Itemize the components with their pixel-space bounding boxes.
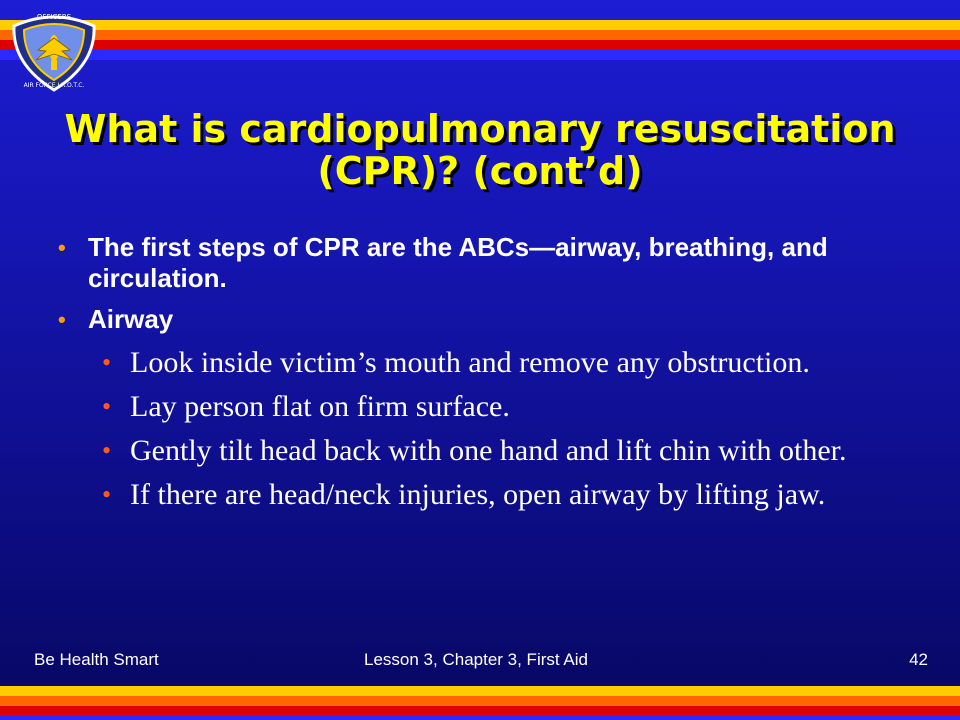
stripe-red: [0, 706, 960, 716]
sub-bullet-icon: •: [102, 436, 112, 465]
stripe-yellow: [0, 686, 960, 696]
slide-content: [58, 232, 918, 509]
sub-bullet-text: Look inside victim’s mouth and remove any obstruction.: [130, 346, 810, 379]
sub-bullet-icon: •: [102, 480, 112, 509]
air-force-jrotc-emblem-icon: [6, 4, 102, 94]
footer-lesson-info: Lesson 3, Chapter 3, First Aid: [364, 650, 588, 669]
bottom-stripes: [0, 686, 960, 720]
sub-bullet-item: [58, 390, 918, 423]
bullet-item: [58, 304, 918, 335]
stripe-blue: [0, 716, 960, 720]
sub-bullet-text: Gently tilt head back with one hand and lift chin with other.: [130, 434, 847, 467]
bullet-icon: •: [58, 235, 66, 260]
sub-bullet-icon: •: [102, 392, 112, 421]
bullet-text: Airway: [88, 304, 174, 334]
sub-bullet-item: [58, 478, 918, 511]
bullet-icon: •: [58, 307, 66, 332]
sub-bullet-icon: •: [102, 348, 112, 377]
stripe-red: [0, 40, 960, 50]
stripe-yellow: [0, 20, 960, 30]
logo-top-text: OFFICERS: [36, 13, 72, 21]
sub-bullet-item: [58, 346, 918, 379]
sub-bullet-item: [58, 434, 918, 467]
stripe-orange: [0, 30, 960, 40]
stripe-blue: [0, 50, 960, 60]
top-stripes: [0, 20, 960, 60]
footer-page-number: 42: [909, 650, 928, 669]
logo-ring-text: AIR FORCE J.R.O.T.C.: [23, 82, 85, 89]
footer-course-title: Be Health Smart: [34, 650, 159, 669]
bullet-item: [58, 232, 918, 294]
sub-bullet-text: If there are head/neck injuries, open airway by lifting jaw.: [130, 478, 826, 511]
bullet-text: The first steps of CPR are the ABCs—airway, breathing, and circulation.: [88, 232, 828, 293]
sub-bullet-text: Lay person flat on firm surface.: [130, 390, 510, 423]
slide-title: What is cardiopulmonary resuscitation (CPR)? (cont’d): [64, 107, 896, 193]
stripe-orange: [0, 696, 960, 706]
